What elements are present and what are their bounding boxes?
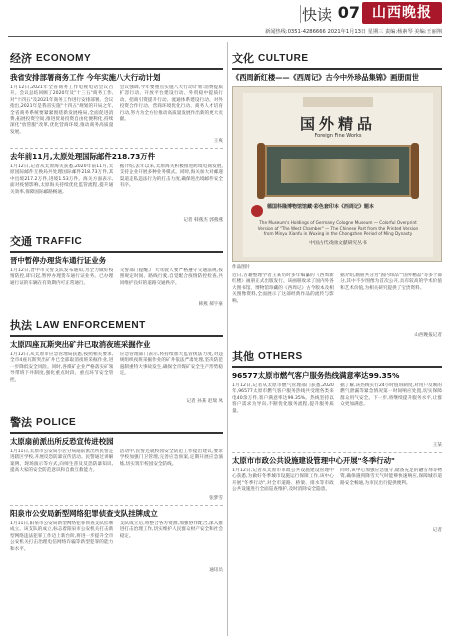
article-others-winter <box>232 456 442 533</box>
scroll-painting <box>265 145 411 197</box>
article-body: 1月12日,记者从太原海关获悉,2020年前11月,太原国际邮件互换局共处理国际邮件218.73万件,其中出境217.2万件,进境1.53万件。海关方面表示,面对疫情影响,太原海关持续优化监管流程,提升通关效率,保障国际邮路畅通。 <box>10 164 114 195</box>
article-police-cyber <box>10 509 223 573</box>
article-headline: 晋中暂停办理货车通行证业务 <box>10 256 107 265</box>
section-rule <box>232 68 442 70</box>
article-byline: 王爽 <box>213 139 223 144</box>
section-rule <box>10 432 223 434</box>
article-body: 1月12日,晋中市交警支队发布通知,为全力做好疫情防控,即日起,暂停办理货车通行证业务。已办理通行证的车辆在有效期内可正常通行。 <box>10 268 114 286</box>
section-rule <box>10 335 223 337</box>
article-body: 据介绍,画册共分为"国内珍品""国外精品"等多个部分,其中不少图像为首次公开,具有较高的学术价值和艺术价值,为相关研究提供了宝贵资料。 <box>340 273 442 291</box>
decorative-banner <box>303 97 373 107</box>
article-headline: 我省安排部署商务工作 今年实施八大行动计划 <box>10 73 161 82</box>
article-body: 支队成立后,将整合各方资源,加强协作配合,深入推进打击治理工作,切实维护人民群众财产安全和社会稳定。 <box>119 521 223 539</box>
article-headline: 《西周新红楼——《西周记》古今中外珍品集锦》画册面世 <box>232 73 419 82</box>
article-body: 据介绍,去年以来,太原海关积极推进跨境电商发展,支持企业开展多种业务模式。同时,海关加大对邮递渠道走私违法行为的打击力度,确保进出境邮件安全有序。 <box>119 164 223 189</box>
article-byline: 记者 <box>432 528 442 533</box>
section-header-economy: 经济 ECONOMY <box>10 52 92 65</box>
article-body: 1月12日,2021年全省商务工作电视电话会议召开。会议总结回顾了2020年及"十三五"商务工作,对"十四五"及2021年商务工作进行安排部署。会议指出,2021年是我省实施"十四五"规划的开局之年,全省商务系统要紧紧围绕新发展格局,全面促进消费,拓展投资空间,推进贸易投资自由化便利化,持续深化"放管服"改革,优化营商环境,推动商务高质量发展。 <box>10 85 114 135</box>
article-economy-mail <box>10 152 223 223</box>
masthead <box>0 0 450 40</box>
article-byline: 记者 韩燕杰 郭燕燕 <box>183 218 223 223</box>
article-body: 同时,该中心加强应急值守,储备充足的融雪剂等物资,确保遇到降雪天气时能够快速响应,保障城市道路安全畅通,为市民出行提供便利。 <box>340 468 442 486</box>
article-headline: 阳泉市公安局新型网络犯罪侦查支队挂牌成立 <box>10 509 158 518</box>
article-byline: 王某 <box>432 443 442 448</box>
section-rule <box>10 251 223 253</box>
article-body: 1月12日,记者从太原市市政公共设施建设管理中心获悉,为做好冬季城市设施运行保障工作,该中心开展"冬季行动",对全市道路、桥梁、排水等市政公共设施进行全面巡查维护,及时消除安全隐患。 <box>232 468 334 493</box>
article-culture <box>232 273 442 331</box>
masthead-rule <box>8 36 442 37</box>
article-body: 应急管理部门表示,将持续加大监管执法力度,对违规组织夜班采掘作业的矿井依法严肃处理,坚决防范遏制重特大事故发生,确保全市煤矿安全生产形势稳定。 <box>119 352 223 377</box>
article-others-gas <box>232 371 442 448</box>
column-divider <box>227 42 228 636</box>
section-header-police: 警法 POLICE <box>10 416 77 429</box>
section-rule <box>232 366 442 368</box>
article-body: 1月12日,从太原市应急管理局获悉,按照相关要求,全市4座瓦斯突出矿井已全部取消夜班采掘作业,进一步降低安全风险。同时,各煤矿企业严格落实矿领导带班下井制度,强化重点时段、重点环节安全管控。 <box>10 352 114 383</box>
article-police-school <box>10 437 223 501</box>
article-body: 据了解,该热线实行24小时值班制度,对用户反映的燃气泄漏等紧急情况第一时间响应处置,切实保障群众用气安全。下一步,将继续提升服务水平,让群众更加满意。 <box>340 383 442 408</box>
article-body: 近日,古籍整理学者王某历时多年编纂的《西周新红楼》画册正式出版发行。该画册收录了国内外各大图书馆、博物馆珍藏的《西周记》古今版本及相关图像资料,全面展示了这部经典作品的流传与影响。 <box>232 273 334 304</box>
section-rule <box>10 68 223 70</box>
article-law <box>10 340 223 404</box>
section-header-culture: 文化 CULTURE <box>232 52 309 65</box>
image-caption: 作品图片 <box>232 265 251 270</box>
article-byline: 通讯员 <box>209 568 223 573</box>
book-cover-image <box>232 86 442 262</box>
book-title: 国外精品 <box>299 115 376 133</box>
book-english-text: The Museum's Holdings of Germany Cologne Museum — Colorful Overprint Version of "The West Chamber" — The Chinese Part from the Printed Version from Minyu Xianfu in Wuxing in the Chongzhen Period of Ming Dynasty <box>257 220 419 236</box>
article-body: 1月11日,太原市公安局小店分局扇前派出所民警走进辖区学校,开展反恐防暴宣传活动。民警通过讲解案例、现场演示等方式,向师生普及反恐防暴知识,提高大家的安全防范意识和自救互救能力。 <box>10 449 114 474</box>
article-headline: 太原市市政公共设施建设管理中心开展"冬季行动" <box>232 456 395 465</box>
section-header-others: 其他 OTHERS <box>232 350 303 363</box>
article-byline: 山西晚报记者 <box>414 333 442 338</box>
article-body: 交警部门提醒,广大驾驶人要严格遵守交通法规,按照规定时间、路线行驶,自觉配合疫情防控检查,共同维护良好的道路交通秩序。 <box>119 268 223 286</box>
article-byline: 记者 孙某 赵瑞 凤 <box>186 399 223 404</box>
article-economy-commerce <box>10 73 223 144</box>
masthead-info: 新闻热线:0351-4286666 2021年1月13日 星期三 责编:杨素琴 美编:王丽翔 <box>265 29 442 35</box>
article-headline: 太原四座瓦斯突出矿井已取消夜班采掘作业 <box>10 340 151 349</box>
article-body: 1月12日,记者从太原市燃气管理部门获悉,2020年,96577太原市燃气客户服务热线共受理各类来电40余万件,客户满意率达99.35%。热线坚持以客户需求为导向,不断优化服务流程,提升服务质量。 <box>232 383 334 414</box>
article-headline: 去年前11月,太原处理国际邮件218.73万件 <box>10 152 156 161</box>
book-publisher-line: 德国科隆博物馆馆藏·彩色套印本《西周记》题本 <box>267 204 374 210</box>
article-byline: 张梦雪 <box>209 496 223 501</box>
article-body: 1月11日,阳泉市公安局新型网络犯罪侦查支队挂牌成立。该支队的成立,标志着阳泉市公安机关打击新型网络违法犯罪工作迈上新台阶,将进一步提升全市公安机关打击治理电信网络诈骗等新型犯罪的能力和水平。 <box>10 521 114 552</box>
left-column <box>10 40 223 573</box>
section-header-traffic: 交通 TRAFFIC <box>10 235 83 248</box>
masthead-divider <box>300 5 301 23</box>
section-title: 快读 <box>301 6 332 24</box>
book-series: 中国古代戏曲文献研究丛书 <box>309 241 367 246</box>
article-headline: 96577太原市燃气客户服务热线满意率达99.35% <box>232 371 400 380</box>
section-header-law: 执法 LAW ENFORCEMENT <box>10 319 146 332</box>
newspaper-logo: 山西晚报 <box>362 2 442 24</box>
book-subtitle: Foreign Fine Works <box>314 133 362 139</box>
right-column <box>232 40 442 533</box>
article-traffic <box>10 256 223 307</box>
article-byline: 韩燕 郝宇豪 <box>198 302 223 307</box>
article-body: 活动中,民警还就校园安全防范工作提出建议,要求学校加强门卫管理,完善应急预案,定期开展应急演练,切实筑牢校园安全防线。 <box>119 449 223 467</box>
seal-icon <box>251 205 263 217</box>
page-number: 07 <box>337 3 360 22</box>
article-headline: 太原扇前派出所反恐宣传进校园 <box>10 437 114 446</box>
article-body: 会议强调,今年要重点实施八大行动计划:消费提质扩容行动、开放平台建设行动、外贸稳中提质行动、招商引资提升行动、流通体系建设行动、对外投资合作行动、营商环境优化行动、商务人才培育行动,努力为全方位推动高质量发展作出新的更大贡献。 <box>119 85 223 123</box>
